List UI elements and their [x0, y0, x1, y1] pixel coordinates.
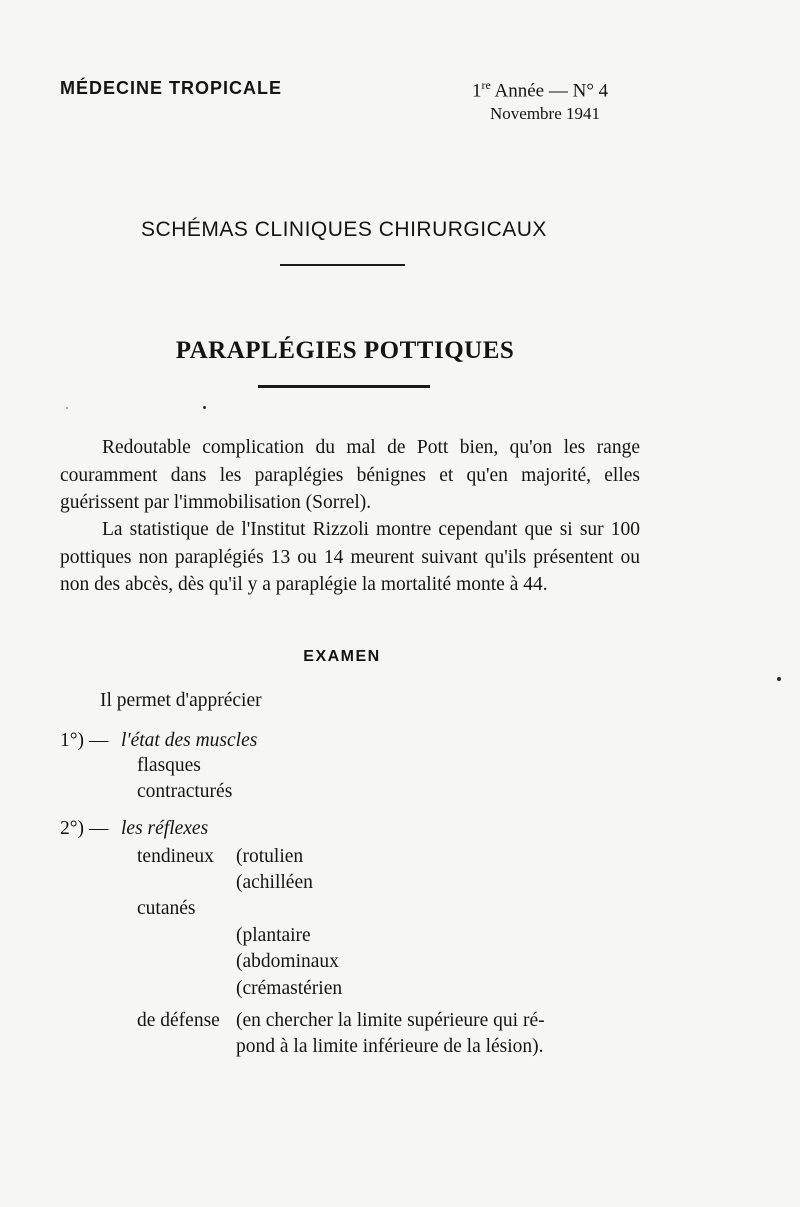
cutanes-label: cutanés: [137, 898, 196, 919]
item-1-line-2: contracturés: [137, 781, 233, 802]
scan-speck: [66, 407, 68, 409]
defense-line-1: (en chercher la limite supérieure qui ré-: [236, 1010, 545, 1031]
reflex-rotulien: (rotulien: [236, 846, 304, 867]
issue-prefix: 1: [472, 80, 482, 102]
scan-speck: [777, 677, 781, 681]
paragraph-1: Redoutable complication du mal de Pott bien, qu'on les range couramment dans les paraplégies bénignes et qu'en majorité, elles guérissent par l'immobilisation (Sorrel).: [60, 437, 640, 513]
tendineux-label: tendineux: [137, 846, 214, 867]
title-divider: [280, 264, 405, 266]
item-2-number: 2°) —: [60, 818, 109, 839]
issue-rest: Année — N° 4: [490, 80, 609, 102]
issue-date: Novembre 1941: [490, 104, 601, 123]
reflex-achilleen: (achilléen: [236, 872, 313, 893]
item-1-title: l'état des muscles: [121, 730, 258, 751]
item-1-line-1: flasques: [137, 755, 201, 776]
section-heading: EXAMEN: [303, 648, 381, 665]
item-1-number: 1°) —: [60, 730, 109, 751]
reflex-cremasterien: (crémastérien: [236, 978, 343, 999]
defense-line-2: pond à la limite inférieure de la lésion).: [236, 1036, 544, 1057]
journal-name: MÉDECINE TROPICALE: [60, 78, 283, 98]
issue-superscript: re: [481, 78, 491, 92]
item-2-title: les réflexes: [121, 818, 209, 839]
series-title: SCHÉMAS CLINIQUES CHIRURGICAUX: [141, 218, 547, 241]
paragraph-2: La statistique de l'Institut Rizzoli montre cependant que si sur 100 pottiques non paraplégiés 13 ou 14 meurent suivant qu'ils présentent ou non des abcès, dès qu'il y a paraplégie la mortalité monte à 44.: [60, 519, 640, 595]
article-title: PARAPLÉGIES POTTIQUES: [175, 337, 515, 364]
article-divider: [258, 385, 430, 388]
scan-speck: [203, 406, 206, 409]
issue-number: [472, 78, 608, 102]
section-intro: Il permet d'apprécier: [100, 690, 262, 711]
reflex-abdominaux: (abdominaux: [236, 951, 339, 972]
reflex-plantaire: (plantaire: [236, 925, 311, 946]
defense-label: de défense: [137, 1010, 220, 1031]
